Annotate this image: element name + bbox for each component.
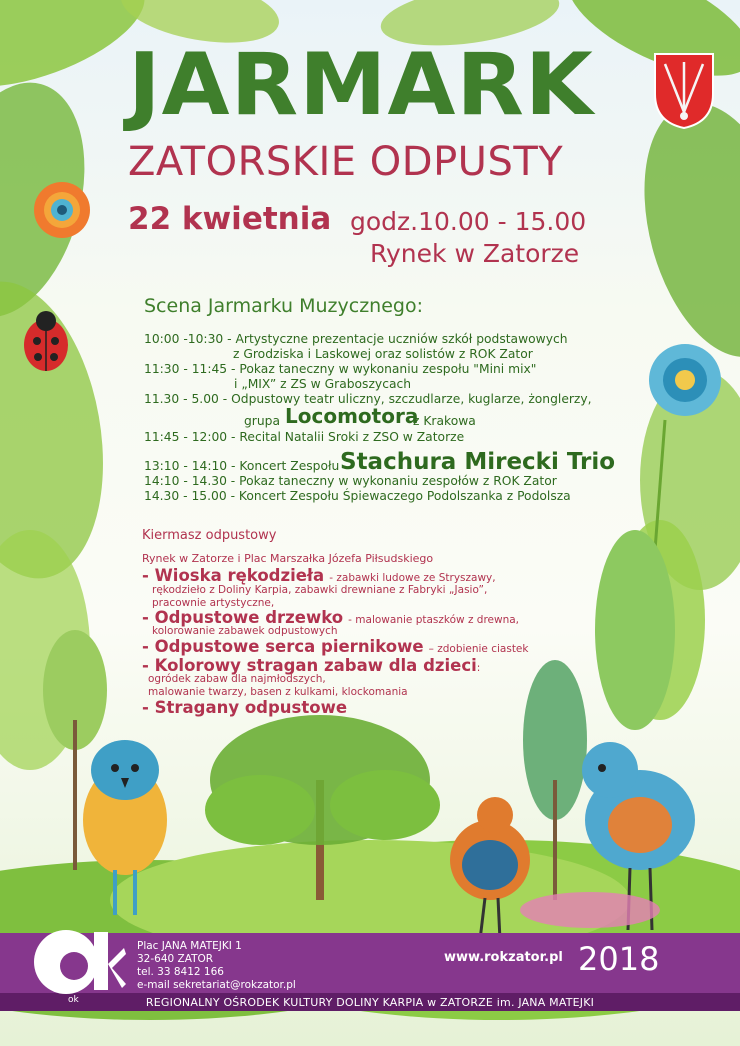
performer-locomotora: Locomotora	[285, 404, 419, 428]
fair-item-title: Kolorowy stragan zabaw dla dzieci	[154, 656, 477, 675]
program-line: z Grodziska i Laskowej oraz solistów z ROK Zator	[233, 347, 533, 361]
event-place: Rynek w Zatorze	[370, 239, 580, 268]
program-line: 11.30 - 5.00 - Odpustowy teatr uliczny, szczudlarze, kuglarze, żonglerzy,	[144, 392, 592, 406]
performer-stachura-mirecki-trio: Stachura Mirecki Trio	[340, 449, 616, 475]
footer-address-line: 32-640 ZATOR	[137, 953, 214, 965]
fair-item: - Odpustowe serca piernikowe – zdobienie ciastek	[142, 637, 529, 656]
program-line: 11:30 - 11:45 - Pokaz taneczny w wykonaniu zespołu "Mini mix"	[144, 362, 537, 376]
stage-heading: Scena Jarmarku Muzycznego:	[144, 295, 423, 317]
coat-of-arms-icon	[653, 52, 715, 130]
fair-item-detail: kolorowanie zabawek odpustowych	[152, 625, 338, 637]
program-line: 14:10 - 14.30 - Pokaz taneczny w wykonaniu zespołów z ROK Zator	[144, 474, 557, 488]
program-line: 10:00 -10:30 - Artystyczne prezentacje uczniów szkół podstawowych	[144, 332, 568, 346]
fair-item: - Odpustowe drzewko - malowanie ptaszków z drewna,	[142, 608, 520, 627]
fair-location: Rynek w Zatorze i Plac Marszałka Józefa Piłsudskiego	[142, 552, 434, 565]
footer-year: 2018	[578, 940, 660, 978]
event-hours: godz.10.00 - 15.00	[350, 207, 587, 236]
fair-item-detail: malowanie twarzy, basen z kulkami, klockomania	[148, 686, 408, 698]
program-line: 11:45 - 12:00 - Recital Natalii Sroki z ZSO w Zatorze	[144, 430, 465, 444]
event-title: JARMARK	[128, 35, 594, 135]
fair-item: - Stragany odpustowe	[142, 698, 348, 717]
program-line: 13:10 - 14:10 - Koncert Zespołu	[144, 459, 340, 473]
footer-website-link[interactable]: www.rokzator.pl	[444, 950, 563, 965]
program-line: z Krakowa	[413, 414, 476, 428]
event-date: 22 kwietnia	[128, 201, 332, 237]
footer-address-line: Plac JANA MATEJKI 1	[137, 940, 242, 952]
footer-phone: tel. 33 8412 166	[137, 966, 224, 978]
event-subtitle: ZATORSKIE ODPUSTY	[128, 139, 564, 185]
fair-item-title: Wioska rękodzieła	[154, 566, 325, 585]
fair-item-title: Odpustowe drzewko	[154, 608, 344, 627]
footer-email: e-mail sekretariat@rokzator.pl	[137, 979, 296, 991]
fair-item-detail: rękodzieło z Doliny Karpia, zabawki drewniane z Fabryki „Jasio”,	[152, 584, 488, 596]
program-line: i „MIX” z ZS w Graboszycach	[234, 377, 412, 391]
fair-item-detail: pracownie artystyczne,	[152, 597, 275, 609]
fair-item-title: Stragany odpustowe	[154, 698, 348, 717]
fair-item-desc: - zabawki ludowe ze Stryszawy,	[329, 572, 496, 584]
fair-item-desc: - malowanie ptaszków z drewna,	[348, 614, 520, 626]
fair-heading: Kiermasz odpustowy	[142, 528, 277, 543]
fair-item: - Kolorowy stragan zabaw dla dzieci:	[142, 656, 481, 675]
fair-item-title: Odpustowe serca piernikowe	[154, 637, 424, 656]
footer-organization: REGIONALNY OŚRODEK KULTURY DOLINY KARPIA w ZATORZE im. JANA MATEJKI	[145, 996, 595, 1009]
fair-item-desc: – zdobienie ciastek	[428, 643, 529, 655]
fair-item-desc: :	[476, 662, 481, 674]
fair-item-detail: ogródek zabaw dla najmłodszych,	[148, 673, 326, 685]
rok-logo-text: ok	[68, 995, 79, 1005]
program-line: grupa	[244, 414, 280, 428]
rok-logo-icon	[32, 918, 128, 1006]
program-line: 14.30 - 15.00 - Koncert Zespołu Śpiewaczego Podolszanka z Podolsza	[144, 489, 571, 503]
fair-item: - Wioska rękodzieła - zabawki ludowe ze Stryszawy,	[142, 566, 496, 585]
